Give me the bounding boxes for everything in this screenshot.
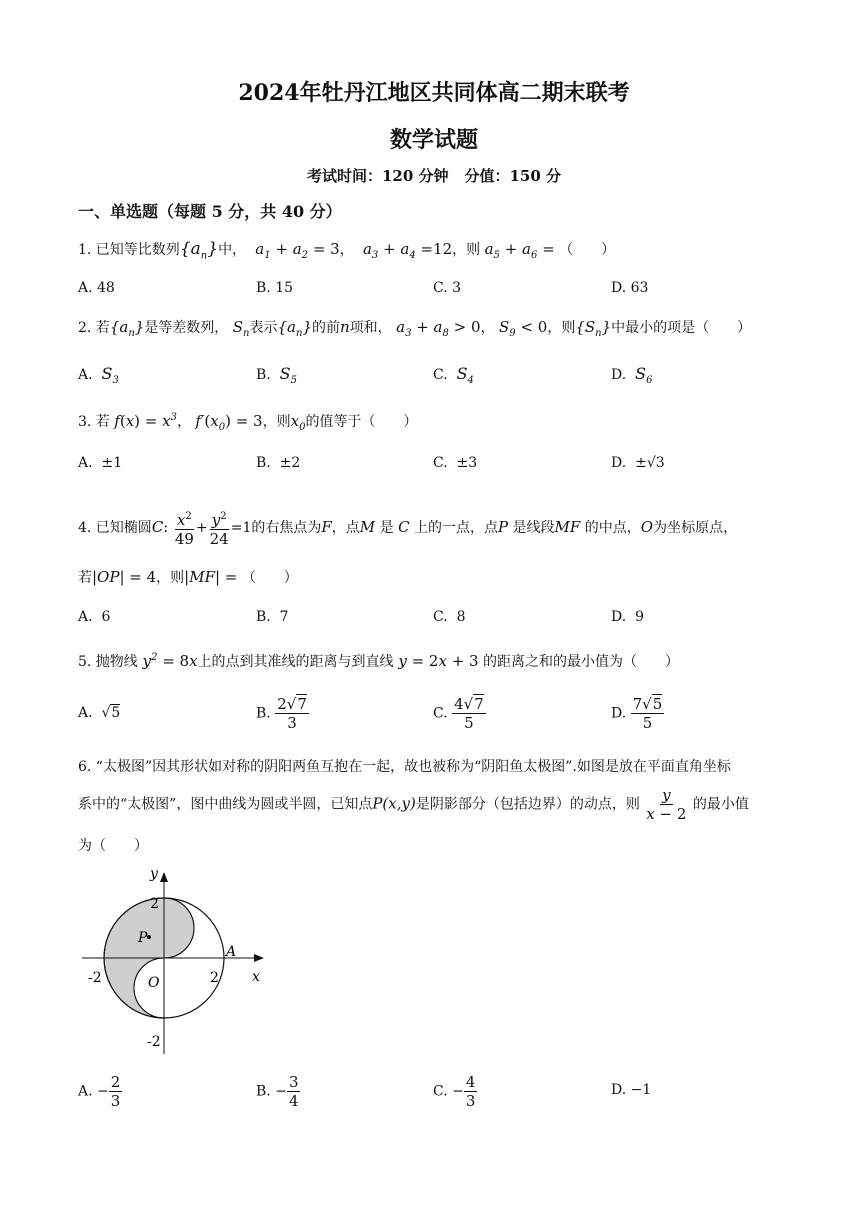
q5-option-c[interactable]: C. $\frac{4√7}{5}$ — [433, 695, 484, 732]
question-5: 5. 抛物线 $y^2 = 8x$上的点到其准线的距离与到直线 y = 2x + 3 的距离之和的最小值为（ ） — [78, 652, 680, 670]
q2-option-a[interactable]: A. $S_3$ — [78, 364, 119, 387]
q3-option-a[interactable]: A. ±1 — [78, 455, 123, 471]
q1-option-c[interactable]: C. 3 — [433, 280, 462, 296]
q4-option-a[interactable]: A. 6 — [78, 609, 111, 625]
q1-option-b[interactable]: B. 15 — [256, 280, 294, 296]
x-arrow-icon — [254, 954, 264, 962]
label-x: x — [252, 969, 260, 985]
q6-option-c[interactable]: C. − $\frac{4}{3}$ — [433, 1073, 476, 1110]
question-6-line1: 6. “太极图”因其形状如对称的阴阳两鱼互抱在一起，故也被称为“阴阳鱼太极图”.如图是放在平面直角坐标 — [78, 759, 731, 775]
q6-option-a[interactable]: A. − $\frac{2}{3}$ — [78, 1073, 121, 1110]
question-6-line2: 系中的“太极图”，图中曲线为圆或半圆，已知点P(x,y)是阴影部分（包括边界）的动点，则 $\frac{y}{x - 2}$ 的最小值 — [78, 786, 749, 823]
q4-option-b[interactable]: B. 7 — [256, 609, 289, 625]
q5-option-d[interactable]: D. $\frac{7√5}{5}$ — [611, 695, 663, 732]
question-4-line2: 若|OP| = 4，则|MF| = （ ） — [78, 568, 298, 586]
q2-option-d[interactable]: D. $S_6$ — [611, 364, 653, 387]
section-heading: 一、单选题（每题 5 分，共 40 分） — [78, 202, 342, 221]
label-o: O — [148, 975, 160, 991]
q1-option-d[interactable]: D. 63 — [611, 280, 649, 296]
label-p: P — [138, 930, 148, 946]
q3-option-d[interactable]: D. ±√3 — [611, 455, 665, 471]
question-6-line3: 为（ ） — [78, 838, 148, 854]
question-1: 1. 已知等比数列$\{a_n\}$中， $a_1 + a_2 = 3$， $a_3 + a_4 =12$，则 $a_5 + a_6$ = （ ） — [78, 239, 616, 262]
exam-time: 考试时间：120 分钟 — [306, 167, 449, 185]
q5-option-a[interactable]: A. √5 — [78, 705, 121, 721]
q5-option-b[interactable]: B. $\frac{2√7}{3}$ — [256, 695, 307, 732]
q2-option-b[interactable]: B. $S_5$ — [256, 364, 297, 387]
label-y: y — [150, 868, 158, 882]
q4-option-d[interactable]: D. 9 — [611, 609, 645, 625]
q2-option-c[interactable]: C. $S_4$ — [433, 364, 474, 387]
q6-option-b[interactable]: B. − $\frac{3}{4}$ — [256, 1073, 299, 1110]
label-a: A — [226, 944, 237, 960]
exam-subtitle: 数学试题 — [389, 127, 478, 153]
taiji-figure — [78, 868, 278, 1068]
q4-option-c[interactable]: C. 8 — [433, 609, 466, 625]
q3-option-b[interactable]: B. ±2 — [256, 455, 301, 471]
question-3: 3. 若 $f(x) = x^3$， $f'(x_0) = 3$，则$x_0$的值等于（ ） — [78, 412, 418, 433]
exam-meta — [0, 165, 868, 186]
point-p — [147, 935, 151, 939]
q6-option-d[interactable]: D. −1 — [611, 1082, 652, 1098]
q3-option-c[interactable]: C. ±3 — [433, 455, 478, 471]
exam-score: 分值：150 分 — [464, 167, 562, 185]
question-2: 2. 若$\{a_n\}$是等差数列， $S_n$表示$\{a_n\}$的前n项和， $a_3 + a_8 > 0$， $S_9 < 0$，则$\{S_n\}$中最小的项是（ ） — [78, 318, 752, 339]
y-arrow-icon — [160, 872, 168, 882]
label-neg2-bottom: -2 — [147, 1034, 161, 1050]
label-2-right: 2 — [210, 970, 219, 986]
q1-option-a[interactable]: A. 48 — [78, 280, 115, 296]
question-4: 4. 已知椭圆C: $\frac{x^2}{49}$ + $\frac{y^2}{24}$ =1的右焦点为F，点M 是 C 上的一点，点P 是线段MF 的中点，O为坐标原点， — [78, 508, 737, 548]
label-neg2-left: -2 — [88, 970, 102, 986]
exam-title: 2024年牡丹江地区共同体高二期末联考 — [238, 80, 630, 106]
label-2-top: 2 — [150, 896, 159, 912]
